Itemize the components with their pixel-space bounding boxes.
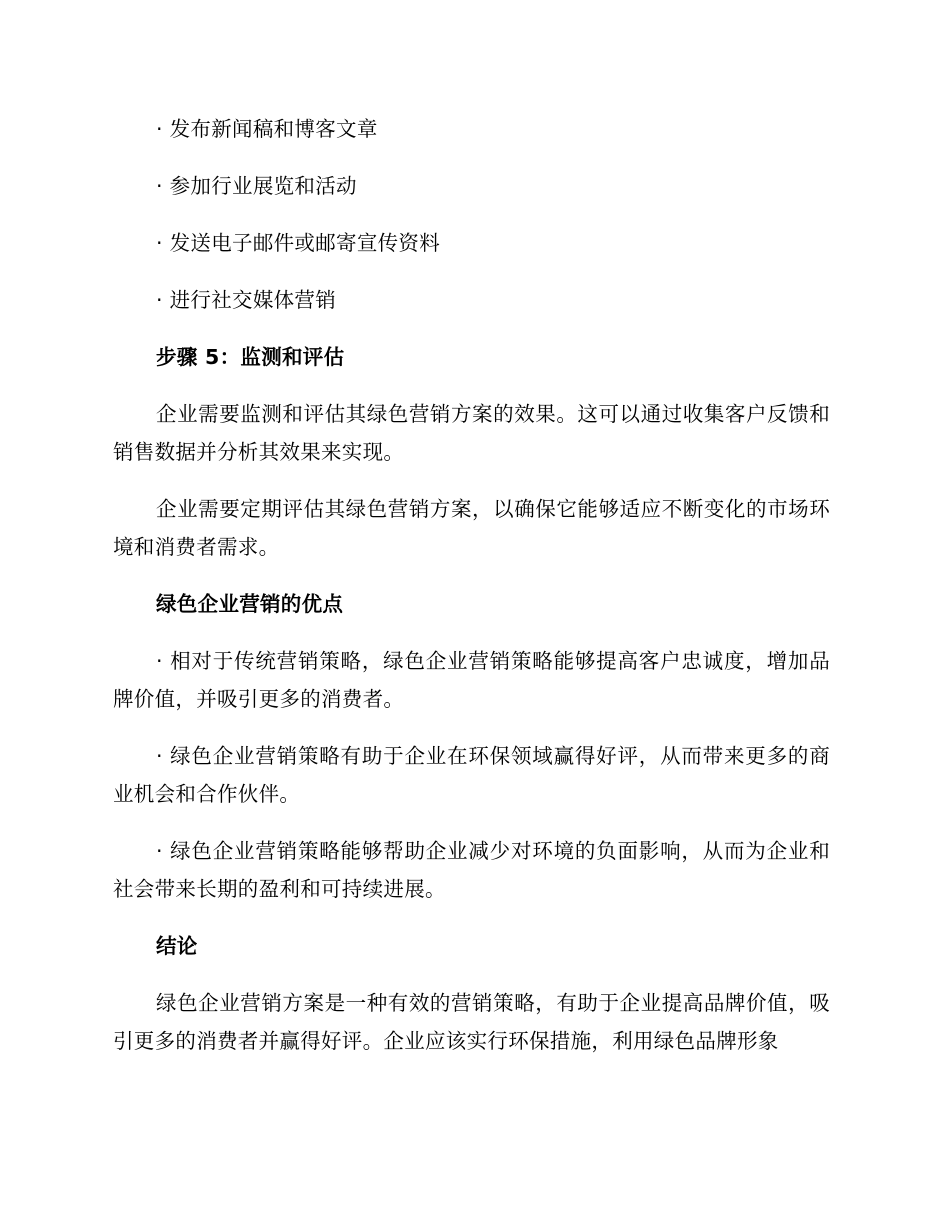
- conclusion-heading: 结论: [156, 934, 198, 958]
- bullet-social-media: · 进行社交媒体营销: [156, 288, 337, 312]
- advantages-heading: 绿色企业营销的优点: [156, 592, 344, 616]
- step5-paragraph-1: 企业需要监测和评估其绿色营销方案的效果。这可以通过收集客户反馈和销售数据并分析其效果来实现。: [113, 402, 830, 464]
- conclusion-paragraph: 绿色企业营销方案是一种有效的营销策略，有助于企业提高品牌价值，吸引更多的消费者并赢得好评。企业应该实行环保措施，利用绿色品牌形象: [113, 991, 830, 1053]
- advantage-item: · 绿色企业营销策略能够帮助企业减少对环境的负面影响，从而为企业和社会带来长期的盈利和可持续进展。: [113, 839, 830, 901]
- step5-paragraph-2: 企业需要定期评估其绿色营销方案，以确保它能够适应不断变化的市场环境和消费者需求。: [113, 497, 830, 559]
- step5-heading: 步骤 5：监测和评估: [156, 345, 345, 369]
- advantage-item: · 相对于传统营销策略，绿色企业营销策略能够提高客户忠诚度，增加品牌价值，并吸引更多的消费者。: [113, 649, 830, 711]
- bullet-email-mail: · 发送电子邮件或邮寄宣传资料: [156, 231, 441, 255]
- bullet-trade-show: · 参加行业展览和活动: [156, 174, 357, 198]
- bullet-press-release: · 发布新闻稿和博客文章: [156, 117, 378, 141]
- advantage-item: · 绿色企业营销策略有助于企业在环保领域赢得好评，从而带来更多的商业机会和合作伙伴。: [113, 744, 830, 806]
